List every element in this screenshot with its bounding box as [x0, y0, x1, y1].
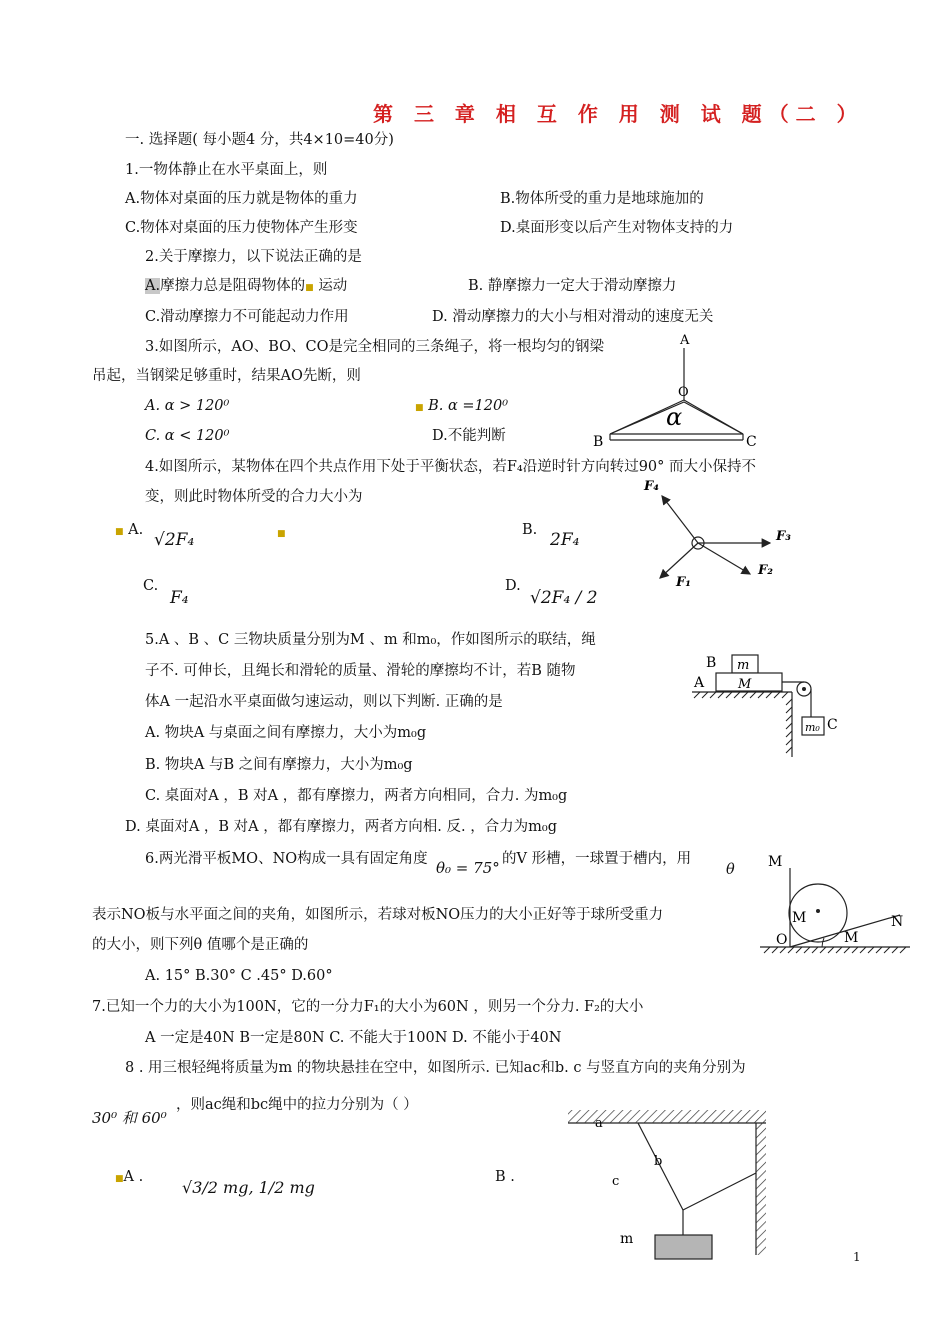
q5-option-a: A. 物块A 与桌面之间有摩擦力，大小为m₀g	[145, 725, 427, 741]
q6-label-o: O	[776, 932, 788, 948]
q7-options: A 一定是40N B一定是80N C. 不能大于100N D. 不能小于40N	[145, 1030, 562, 1046]
q3-label-c: C	[746, 434, 757, 450]
q8-stem-line1: 8 . 用三根轻绳将质量为m 的物块悬挂在空中，如图所示. 已知ac和b. c 与竖直方向的夹角分别为	[125, 1060, 746, 1076]
q2-stem: 2.关于摩擦力，以下说法正确的是	[145, 249, 362, 265]
q6-theta0: θ₀ = 75°	[436, 859, 500, 877]
q5-option-b: B. 物块A 与B 之间有摩擦力，大小为m₀g	[145, 757, 413, 773]
q4-option-b-value: 2F₄	[550, 530, 580, 550]
q8-hanging-mass-figure	[568, 1105, 773, 1265]
q2-option-a: A.摩擦力总是阻碍物体的■ 运动	[145, 278, 348, 294]
q6-stem-line3: 的大小，则下列θ 值哪个是正确的	[92, 937, 309, 953]
q8-stem-line2: ，则ac绳和bc绳中的拉力分别为（ ）	[176, 1097, 418, 1113]
q3-beam-figure	[588, 330, 778, 455]
q4-label-f4: F₄	[644, 479, 659, 494]
q3-option-c: C. α < 120⁰	[145, 428, 230, 444]
q5-stem-line2: 子不. 可伸长，且绳长和滑轮的质量、滑轮的摩擦均不计，若B 随物	[145, 663, 576, 679]
q5-option-d: D. 桌面对A ，B 对A ，都有摩擦力，两者方向相. 反. ，合力为m₀g	[125, 819, 558, 835]
page-number: 1	[853, 1250, 861, 1264]
q6-label-m-left: M	[792, 910, 807, 926]
page-title: 第 三 章 相 互 作 用 测 试 题（二 ）	[373, 102, 864, 126]
q1-stem: 1.一物体静止在水平桌面上，则	[125, 162, 328, 178]
q8-label-m: m	[620, 1231, 634, 1247]
q2-option-d: D. 滑动摩擦力的大小与相对滑动的速度无关	[432, 309, 714, 325]
q4-mark: ■	[277, 529, 286, 539]
q4-option-a-value: √2F₄	[154, 530, 195, 550]
q3-stem-line1: 3.如图所示，AO、BO、CO是完全相同的三条绳子，将一根均匀的钢梁	[145, 339, 604, 355]
q1-option-d: D.桌面形变以后产生对物体支持的力	[500, 220, 734, 236]
q3-label-o: O	[678, 385, 689, 400]
q4-option-d-label: D.	[505, 578, 521, 594]
q8-option-b-label: B .	[495, 1169, 515, 1185]
q8-option-a-value: √3/2 mg, 1/2 mg	[182, 1178, 315, 1197]
q6-stem-line2: 表示NO板与水平面之间的夹角，如图所示，若球对板NO压力的大小正好等于球所受重力	[92, 907, 664, 923]
q5-label-c: C	[827, 717, 838, 733]
q7-stem: 7.已知一个力的大小为100N，它的一分力F₁的大小为60N ，则另一个分力. F₂的大小	[92, 999, 644, 1015]
q5-label-small-m: m	[737, 658, 750, 673]
q6-label-m-top: M	[768, 854, 783, 870]
q1-option-a: A.物体对桌面的压力就是物体的重力	[125, 191, 358, 207]
q5-label-big-m: M	[738, 677, 752, 692]
q8-label-a: a	[595, 1116, 603, 1131]
q4-stem-line1: 4.如图所示，某物体在四个共点作用下处于平衡状态，若F₄沿逆时针方向转过90° 而大小保持不	[145, 459, 757, 475]
q4-force-figure	[640, 472, 800, 592]
q6-v-groove-figure	[760, 850, 920, 960]
q4-stem-line2: 变，则此时物体所受的合力大小为	[145, 489, 363, 505]
q2-option-b: B. 静摩擦力一定大于滑动摩擦力	[468, 278, 677, 294]
q6-options: A. 15° B.30° C .45° D.60°	[145, 968, 333, 984]
q8-label-c: c	[612, 1174, 620, 1189]
q6-stem-line1: 6.两光滑平板MO、NO构成一具有固定角度	[145, 851, 428, 867]
q6-label-n: N	[891, 914, 904, 930]
q8-angles: 30⁰ 和 60⁰	[92, 1109, 167, 1127]
q4-label-f3: F₃	[776, 529, 791, 544]
q5-stem-line1: 5.A 、B 、C 三物块质量分别为M 、m 和m₀，作如图所示的联结，绳	[145, 632, 596, 648]
q4-option-c-label: C.	[143, 578, 159, 594]
q5-option-c: C. 桌面对A ，B 对A ，都有摩擦力，两者方向相同，合力. 为m₀g	[145, 788, 568, 804]
q1-option-b: B.物体所受的重力是地球施加的	[500, 191, 704, 207]
q6-stem-line1b: 的V 形槽，一球置于槽内，用	[502, 851, 692, 867]
q3-stem-line2: 吊起，当钢梁足够重时，结果AO先断，则	[92, 368, 361, 384]
q4-label-f2: F₂	[758, 563, 773, 578]
q8-option-a-label: ■A .	[115, 1169, 144, 1185]
q3-alpha-label: α	[666, 403, 683, 431]
q5-label-b: B	[706, 655, 717, 671]
q3-option-b: ■ B. α =120⁰	[415, 398, 509, 414]
q4-option-a-label: ■ A.	[115, 522, 144, 538]
q6-label-m-bottom: M	[844, 930, 859, 946]
q5-pulley-figure	[692, 645, 852, 765]
q3-option-a: A. α > 120⁰	[145, 398, 230, 414]
q4-option-d-value: √2F₄ / 2	[530, 588, 598, 608]
q5-label-m0: m₀	[805, 721, 820, 734]
q4-label-f1: F₁	[676, 575, 691, 590]
q3-label-a: A	[680, 333, 690, 348]
q3-label-b: B	[593, 434, 604, 450]
q2-option-c: C.滑动摩擦力不可能起动力作用	[145, 309, 349, 325]
q5-stem-line3: 体A 一起沿水平桌面做匀速运动，则以下判断. 正确的是	[145, 694, 503, 710]
q1-option-c: C.物体对桌面的压力使物体产生形变	[125, 220, 358, 236]
q8-label-b: b	[654, 1154, 663, 1169]
q3-option-d: D.不能判断	[432, 428, 506, 444]
q5-label-a: A	[694, 675, 705, 691]
q4-option-c-value: F₄	[170, 588, 189, 608]
q4-option-b-label: B.	[522, 522, 538, 538]
section-heading: 一. 选择题( 每小题4 分，共4×10=40分)	[125, 132, 394, 148]
q6-theta-symbol: θ	[726, 862, 735, 878]
